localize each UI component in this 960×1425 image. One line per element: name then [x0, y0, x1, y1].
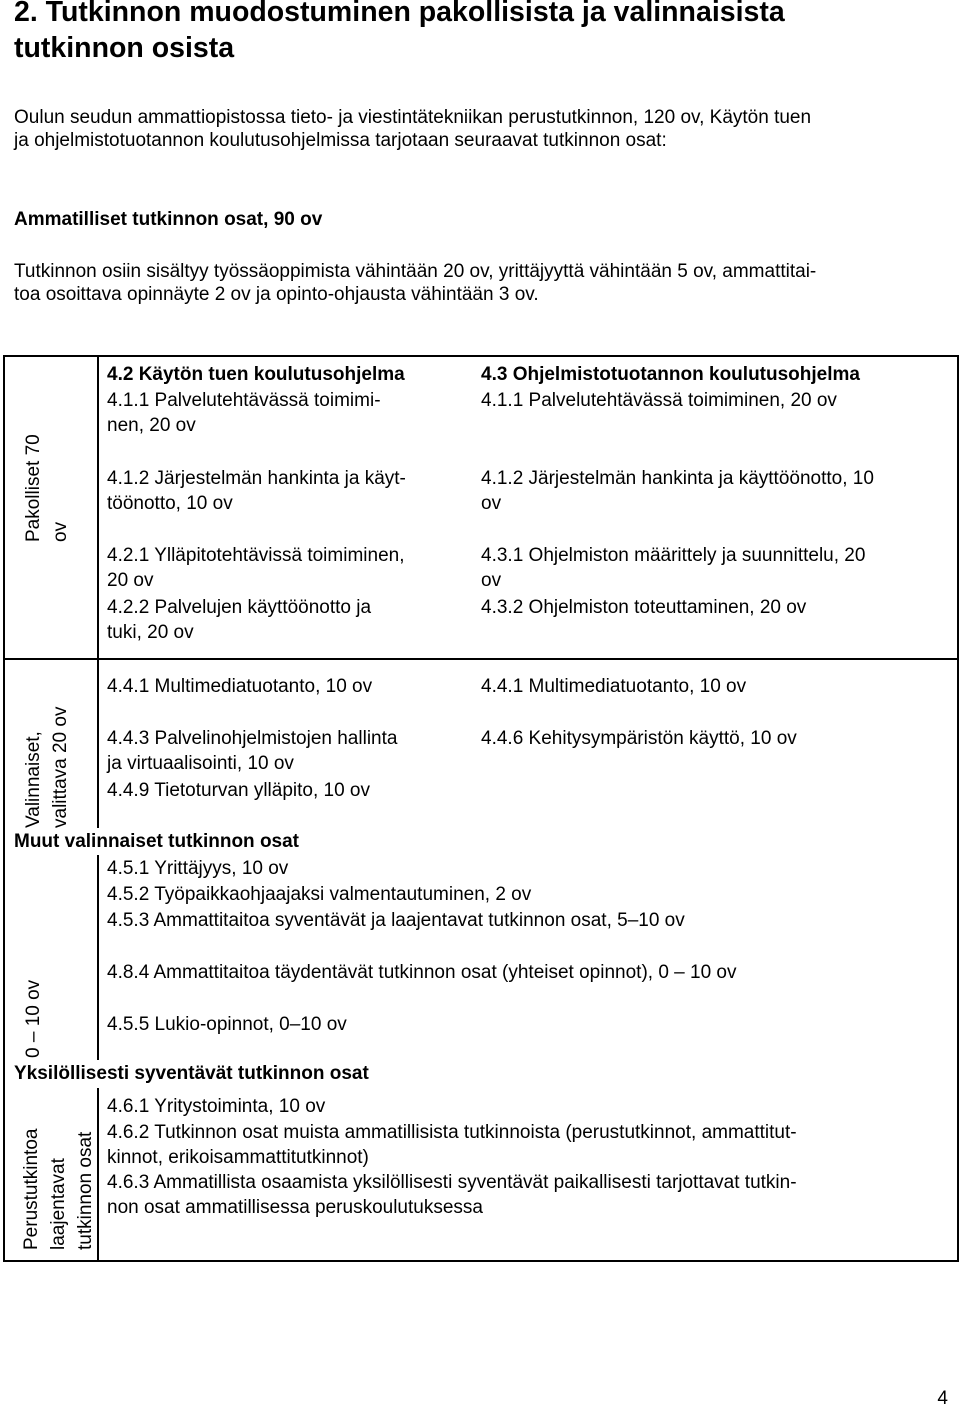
muut-item: 4.8.4 Ammattitaitoa täydentävät tutkinnon osat (yhteiset opinnot), 0 – 10 ov — [107, 962, 737, 983]
side-label-muut: 0 – 10 ov — [23, 979, 44, 1058]
pakolliset-col1-item: 4.2.2 Palvelujen käyttöönotto ja tuki, 20 ov — [107, 597, 372, 643]
muut-item: 4.5.5 Lukio-opinnot, 0–10 ov — [107, 1014, 347, 1035]
title-line-2: tutkinnon osista — [14, 32, 235, 64]
yksilollisesti-item: 4.6.1 Yritystoiminta, 10 ov — [107, 1096, 326, 1117]
side-label-valinnaiset: Valinnaiset, valittava 20 ov — [23, 706, 71, 828]
yksilollisesti-header: Yksilöllisesti syventävät tutkinnon osat — [14, 1063, 369, 1084]
table-border-bottom — [3, 1260, 959, 1262]
intro-line-1: Oulun seudun ammattiopistossa tieto- ja viestintätekniikan perustutkinnon, 120 ov, Käytön tuen — [14, 107, 812, 128]
pakolliset-col2-item: 4.1.2 Järjestelmän hankinta ja käyttöönotto, 10 ov — [481, 468, 874, 514]
table-border-right — [957, 355, 959, 1262]
side-divider-valinnaiset — [97, 660, 99, 828]
page-title — [14, 0, 934, 66]
col2-header: 4.3 Ohjelmistotuotannon koulutusohjelma — [481, 364, 860, 385]
yksilollisesti-item: 4.6.3 Ammatillista osaamista yksilöllisesti syventävät paikallisesti tarjottavat tutkin- non osat ammatillisessa peruskoulutuksessa — [107, 1172, 797, 1218]
side-label-yksilollisesti: Perustutkintoa laajentavat tutkinnon osat — [21, 1128, 96, 1250]
title-line-1: 2. Tutkinnon muodostuminen pakollisista ja valinnaisista — [14, 0, 785, 28]
table-border-left — [3, 355, 5, 1262]
valinnaiset-col2-item: 4.4.6 Kehitysympäristön käyttö, 10 ov — [481, 728, 797, 749]
pakolliset-col1-item: 4.1.1 Palvelutehtävässä toimimi- nen, 20 ov — [107, 390, 381, 436]
section-subheading: Ammatilliset tutkinnon osat, 90 ov — [14, 209, 323, 230]
pakolliset-col1-item: 4.2.1 Ylläpitotehtävissä toimiminen, 20 ov — [107, 545, 405, 591]
muut-item: 4.5.2 Työpaikkaohjaajaksi valmentautuminen, 2 ov — [107, 884, 532, 905]
intro-paragraph — [14, 106, 949, 152]
intro-line-2: ja ohjelmistotuotannon koulutusohjelmissa tarjotaan seuraavat tutkinnon osat: — [14, 130, 667, 151]
pakolliset-col2-item: 4.1.1 Palvelutehtävässä toimiminen, 20 ov — [481, 390, 837, 411]
table-border-top — [3, 355, 959, 357]
pakolliset-col2-item: 4.3.2 Ohjelmiston toteuttaminen, 20 ov — [481, 597, 807, 618]
valinnaiset-col1-item: 4.4.1 Multimediatuotanto, 10 ov — [107, 676, 373, 697]
description-paragraph — [14, 260, 949, 306]
col1-header: 4.2 Käytön tuen koulutusohjelma — [107, 364, 405, 385]
page-number: 4 — [937, 1388, 948, 1409]
muut-header: Muut valinnaiset tutkinnon osat — [14, 831, 300, 852]
valinnaiset-col2-item: 4.4.1 Multimediatuotanto, 10 ov — [481, 676, 747, 697]
pakolliset-col2-item: 4.3.1 Ohjelmiston määrittely ja suunnittelu, 20 ov — [481, 545, 866, 591]
valinnaiset-col1-item: 4.4.3 Palvelinohjelmistojen hallinta ja virtuaalisointi, 10 ov — [107, 728, 398, 774]
row-divider-1 — [3, 658, 959, 660]
pakolliset-col1-item: 4.1.2 Järjestelmän hankinta ja käyt- töönotto, 10 ov — [107, 468, 406, 514]
description-line-2: toa osoittava opinnäyte 2 ov ja opinto-ohjausta vähintään 3 ov. — [14, 284, 539, 305]
side-label-pakolliset: Pakolliset 70 ov — [23, 434, 71, 542]
side-divider-pakolliset — [97, 355, 99, 658]
description-line-1: Tutkinnon osiin sisältyy työssäoppimista vähintään 20 ov, yrittäjyyttä vähintään 5 ov, ammattitai- — [14, 261, 817, 282]
muut-item: 4.5.3 Ammattitaitoa syventävät ja laajentavat tutkinnon osat, 5–10 ov — [107, 910, 685, 931]
yksilollisesti-item: 4.6.2 Tutkinnon osat muista ammatillisista tutkinnoista (perustutkinnot, ammattitut- kinnot, erikoisammattitutkinnot) — [107, 1122, 797, 1168]
muut-item: 4.5.1 Yrittäjyys, 10 ov — [107, 858, 289, 879]
valinnaiset-col1-item: 4.4.9 Tietoturvan ylläpito, 10 ov — [107, 780, 370, 801]
side-divider-muut — [97, 855, 99, 1060]
